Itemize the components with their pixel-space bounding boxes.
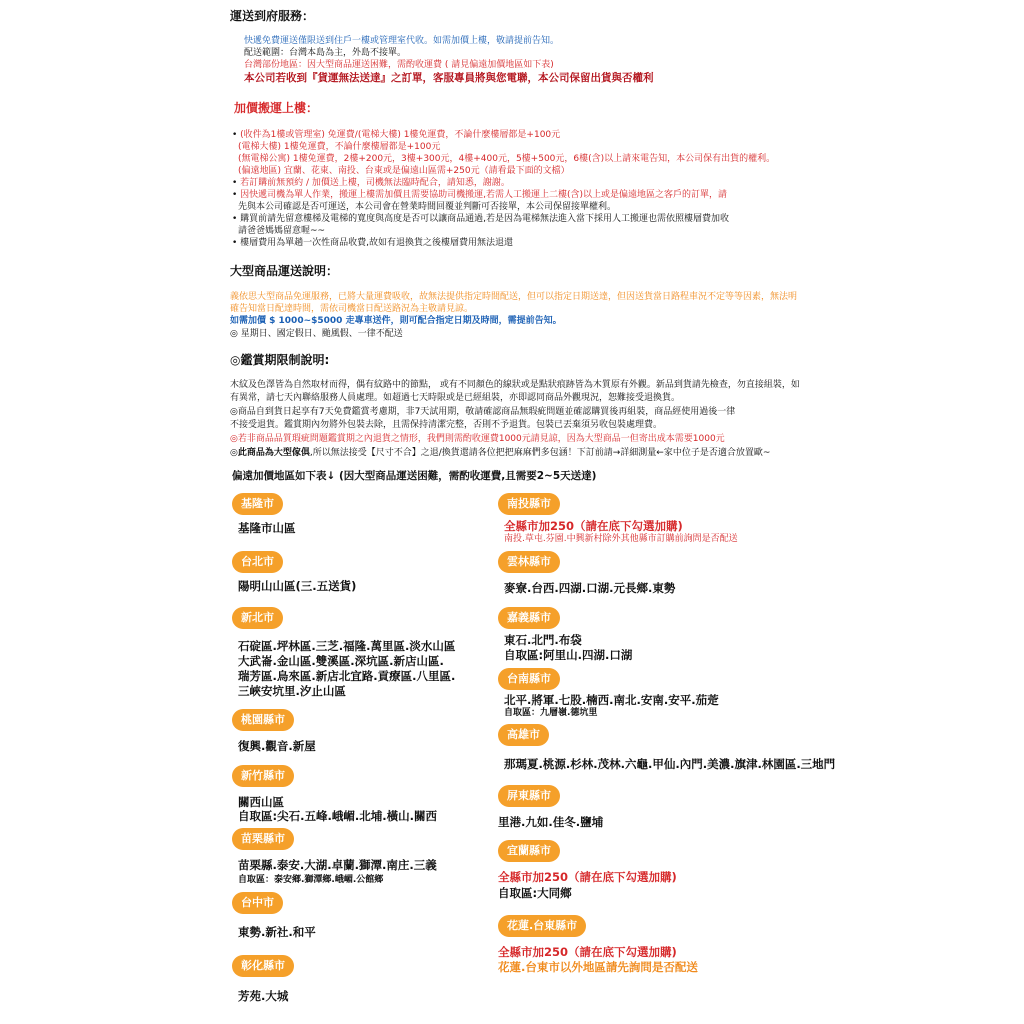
region-hsinchu-line-2: 自取區:尖石.五峰.峨嵋.北埔.橫山.關西 xyxy=(238,809,437,823)
large-line-2: 確告知當日配達時間，需依司機當日配送路況為主敬請見諒。 xyxy=(230,304,474,314)
upstairs-bullet-3: • 因快遞司機為單人作業，搬運上樓需加價且需要協助司機搬運,若需人工搬運上二樓(含)以上或是偏遠地區之客戶的訂單，請 xyxy=(232,190,728,200)
appreciation-line-1: 木紋及色澤皆為自然取材而得，偶有紋路中的節點， 或有不同顏色的線狀或是點狀痕跡皆為木質原有外觀。新品到貨請先檢查，勿直接組裝，如 xyxy=(230,380,800,390)
region-badge-changhua: 彰化縣市 xyxy=(232,955,294,977)
region-miaoli-note: 自取區：泰安鄉.獅潭鄉.峨嵋.公館鄉 xyxy=(238,875,384,885)
appreciation-line-4: 不接受退貨。鑑賞期內勿將外包裝去除，且需保持清潔完整，否則不予退貨。包裝已丟棄須另收包裝處理費。 xyxy=(230,420,663,430)
upstairs-bullet-3b: 先與本公司確認是否可運送，本公司會在營業時間回覆並判斷可否接單，本公司保留接單權利。 xyxy=(238,202,617,212)
appreciation-title: ◎鑑賞期限制說明: xyxy=(230,353,330,367)
upstairs-bullet-1b: (電梯大樓) 1樓免運費，不論什麼樓層都是+100元 xyxy=(238,142,441,152)
region-nantou-note: 南投.草屯.芬園.中興新村除外其他縣市訂購前詢問是否配送 xyxy=(504,534,738,544)
region-badge-yilan: 宜蘭縣市 xyxy=(498,840,560,862)
upstairs-title: 加價搬運上樓： xyxy=(234,101,319,115)
region-badge-hualien-taitung: 花蓮.台東縣市 xyxy=(498,915,586,937)
delivery-line-3: 台灣部份地區：因大型商品運送困難，需酌收運費 ( 請見偏遠加價地區如下表) xyxy=(244,60,554,70)
region-badge-taichung: 台中市 xyxy=(232,892,283,914)
region-hualien-surcharge: 全縣市加250（請在底下勾選加購) xyxy=(498,945,677,959)
upstairs-bullet-1c: (無電梯公寓) 1樓免運費，2樓+200元，3樓+300元，4樓+400元，5樓+500元，6樓(含)以上請來電告知，本公司保有出貨的權利。 xyxy=(238,154,776,164)
region-badge-yunlin: 雲林縣市 xyxy=(498,551,560,573)
region-badge-pingtung: 屏東縣市 xyxy=(498,785,560,807)
region-kaohsiung-line-1: 那瑪夏.桃源.杉林.茂林.六龜.甲仙.內門.美濃.旗津.林園區.三地門 xyxy=(504,757,836,771)
region-yilan-surcharge: 全縣市加250（請在底下勾選加購) xyxy=(498,870,677,884)
region-badge-taipei: 台北市 xyxy=(232,551,283,573)
region-badge-hsinchu: 新竹縣市 xyxy=(232,765,294,787)
region-new-taipei-line-1: 石碇區.坪林區.三芝.福隆.萬里區.淡水山區 xyxy=(238,639,456,653)
region-changhua-line-1: 芳苑.大城 xyxy=(238,989,289,1003)
large-line-3: 如需加價 $ 1000~$5000 走專車送件，則可配合指定日期及時間，需提前告知。 xyxy=(230,316,562,326)
region-badge-miaoli: 苗栗縣市 xyxy=(232,828,294,850)
region-chiayi-line-1: 東石.北門.布袋 xyxy=(504,633,582,647)
region-badge-chiayi: 嘉義縣市 xyxy=(498,607,560,629)
upstairs-bullet-4b: 請爸爸媽媽留意喔~~ xyxy=(238,226,326,236)
region-taichung-line-1: 東勢.新社.和平 xyxy=(238,925,316,939)
appreciation-line-2: 有異常，請七天內聯絡服務人員處理。如超過七天時限或是已經組裝，亦即認同商品外觀現況，恕難接受退換貨。 xyxy=(230,393,681,403)
large-line-1: 義依思大型商品免運服務，已將大量運費吸收，故無法提供指定時間配送，但可以指定日期送達，但因送貨當日路程車況不定等等因素，無法明 xyxy=(230,292,798,302)
region-new-taipei-line-4: 三峽安坑里.汐止山區 xyxy=(238,684,346,698)
appreciation-line-5: ◎若非商品品質瑕疵問題鑑賞期之內退貨之情形，我們則需酌收運費1000元請見諒，因為大型商品一但寄出成本需要1000元 xyxy=(230,434,725,444)
region-yunlin-line-1: 麥寮.台西.四湖.口湖.元長鄉.東勢 xyxy=(504,581,676,595)
region-badge-taoyuan: 桃園縣市 xyxy=(232,709,294,731)
region-taoyuan-line-1: 復興.觀音.新屋 xyxy=(238,739,316,753)
delivery-line-1: 快遞免費運送僅限送到住戶一樓或管理室代收。如需加價上樓，敬請提前告知。 xyxy=(244,36,560,46)
delivery-line-2: 配送範圍：台灣本島為主，外島不接單。 xyxy=(244,48,407,58)
region-badge-nantou: 南投縣市 xyxy=(498,493,560,515)
region-yilan-line-1: 自取區:大同鄉 xyxy=(498,886,572,900)
region-new-taipei-line-2: 大武崙.金山區.雙溪區.深坑區.新店山區. xyxy=(238,654,444,668)
delivery-warning: 本公司若收到『貨運無法送達』之訂單，客服專員將與您電聯，本公司保留出貨與否權利 xyxy=(244,72,654,84)
region-hsinchu-line-1: 關西山區 xyxy=(238,795,284,809)
delivery-title: 運送到府服務： xyxy=(230,9,315,23)
large-title: 大型商品運送說明： xyxy=(230,264,339,278)
region-nantou-surcharge: 全縣市加250（請在底下勾選加購) xyxy=(504,519,683,533)
appreciation-line-3: ◎商品自到貨日起享有7天免費鑑賞考慮期，非7天試用期，敬請確認商品無瑕疵問題並確認購買後再組裝，商品經使用過後一律 xyxy=(230,407,736,417)
region-badge-keelung: 基隆市 xyxy=(232,493,283,515)
upstairs-bullet-1d: (偏遠地區) 宜蘭、花東、南投、台東或是偏遠山區需+250元（請看最下面的文檔） xyxy=(238,166,570,176)
region-taipei-line-1: 陽明山山區(三.五送貨) xyxy=(238,579,357,593)
region-badge-kaohsiung: 高雄市 xyxy=(498,724,549,746)
large-line-4: ◎ 星期日、國定假日、颱風假、一律不配送 xyxy=(230,329,403,339)
upstairs-bullet-2: • 若訂購前無預約 / 加價送上樓，司機無法臨時配合，請知悉，謝謝。 xyxy=(232,178,510,188)
region-new-taipei-line-3: 瑞芳區.烏來區.新店北宜路.貢療區.八里區. xyxy=(238,669,456,683)
upstairs-bullet-1: • (收件為1樓或管理室) 免運費/(電梯大樓) 1樓免運費，不論什麼樓層都是+100元 xyxy=(232,130,561,140)
region-chiayi-line-2: 自取區:阿里山.四湖.口湖 xyxy=(504,648,633,662)
region-miaoli-line-1: 苗栗縣.泰安.大湖.卓蘭.獅潭.南庄.三義 xyxy=(238,858,437,872)
region-badge-tainan: 台南縣市 xyxy=(498,668,560,690)
region-keelung-line-1: 基隆市山區 xyxy=(238,521,296,535)
upstairs-bullet-5: • 樓層費用為單趟一次性商品收費,故如有退換貨之後樓層費用無法退還 xyxy=(232,238,514,248)
region-tainan-note: 自取區：九層嶺.德坑里 xyxy=(504,708,598,718)
region-hualien-note: 花蓮.台東市以外地區請先詢問是否配送 xyxy=(498,960,698,974)
region-pingtung-line-1: 里港.九如.佳冬.鹽埔 xyxy=(498,815,604,829)
region-tainan-line-1: 北平.將軍.七股.楠西.南北.安南.安平.茄萣 xyxy=(504,693,719,707)
appreciation-line-6: ◎此商品為大型傢俱,所以無法接受【尺寸不合】之退/換貨還請各位把把麻麻們多包涵！下訂前請→詳細測量←家中位子是否適合放置歐~ xyxy=(230,448,771,458)
region-badge-new-taipei: 新北市 xyxy=(232,607,283,629)
remote-title: 偏遠加價地區如下表↓ (因大型商品運送困難，需酌收運費,且需要2~5天送達) xyxy=(232,470,597,482)
upstairs-bullet-4: • 購買前請先留意樓梯及電梯的寬度與高度是否可以讓商品通過,若是因為電梯無法進入當下採用人工搬運也需依照樓層費加收 xyxy=(232,214,730,224)
